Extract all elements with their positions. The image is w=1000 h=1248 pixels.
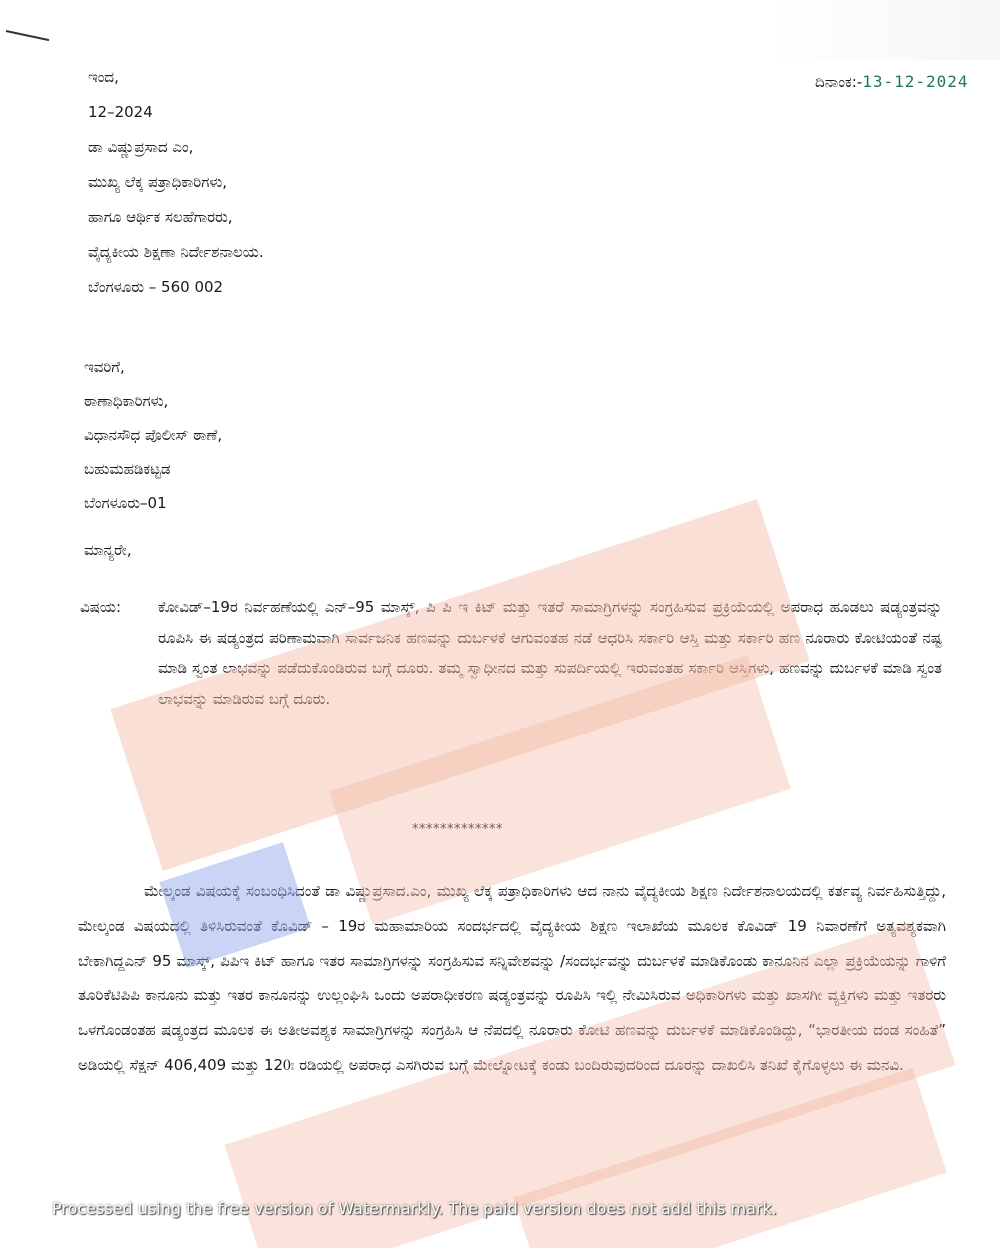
sender-name: ಡಾ ವಿಷ್ಣುಪ್ರಸಾದ ಎಂ, [88,138,194,156]
recipient-title: ಠಾಣಾಧಿಕಾರಿಗಳು, [84,392,169,410]
sender-designation-2: ಹಾಗೂ ಆರ್ಥಿಕ ಸಲಹೆಗಾರರು, [88,208,233,226]
subject-label: ವಿಷಯ: [80,598,121,616]
date-value: 13-12-2024 [862,72,969,91]
body-paragraph: ಮೇಲ್ಕಂಡ ವಿಷಯಕ್ಕೆ ಸಂಬಂಧಿಸಿದಂತೆ ಡಾ ವಿಷ್ಣುಪ್ರಸಾದ.ಎಂ, ಮುಖ್ಯ ಲೆಕ್ಕ ಪತ್ರಾಧಿಕಾರಿಗಳು ಆದ ನಾನು ವೈದ್ಯಕೀಯ ಶಿಕ್ಷಣ ನಿರ್ದೇಶನಾಲಯದಲ್ಲಿ ಕರ್ತವ್ಯ ನಿರ್ವಹಿಸುತ್ತಿದ್ದು, ಮೇಲ್ಕಂಡ ವಿಷಯದಲ್ಲಿ ತಿಳಿಸಿರುವಂತೆ ಕೊವಿಡ್ – 19ರ ಮಹಾಮಾರಿಯ ಸಂದರ್ಭದಲ್ಲಿ ವೈದ್ಯಕೀಯ ಶಿಕ್ಷಣ ಇಲಾಖೆಯ ಮೂಲಕ ಕೊವಿಡ್ 19 ನಿವಾರಣೆಗೆ ಅತ್ಯವಶ್ಯಕವಾಗಿ ಬೇಕಾಗಿದ್ದಎನ್ 95 ಮಾಸ್ಕ್, ಪಿಪಿಇ ಕಿಟ್ ಹಾಗೂ ಇತರ ಸಾಮಾಗ್ರಿಗಳನ್ನು ಸಂಗ್ರಹಿಸುವ ಸನ್ನಿವೇಶವನ್ನು /ಸಂದರ್ಭವನ್ನು ದುರ್ಬಳಕೆ ಮಾಡಿಕೊಂಡು ಕಾನೂನಿನ ಎಲ್ಲಾ ಪ್ರಕ್ರಿಯೆಯನ್ನು ಗಾಳಿಗೆ ತೂರಿಕೆಟಿಪಿಪಿ ಕಾನೂನು ಮತ್ತು ಇತರ ಕಾನೂನನ್ನು ಉಲ್ಲಂಘಿಸಿ ಒಂದು ಅಪರಾಧೀಕರಣ ಷಡ್ಯಂತ್ರವನ್ನು ರೂಪಿಸಿ ಇಲ್ಲಿ ನೇಮಿಸಿರುವ ಅಧಿಕಾರಿಗಳು ಮತ್ತು ಖಾಸಗೀ ವ್ಯಕ್ತಿಗಳು ಮತ್ತು ಇತರರು ಒಳಗೊಂಡಂತಹ ಷಡ್ಯಂತ್ರದ ಮೂಲಕ ಈ ಅತೀಅವಶ್ಯಕ ಸಾಮಾಗ್ರಿಗಳನ್ನು ಸಂಗ್ರಹಿಸಿ ಆ ನೆಪದಲ್ಲಿ ನೂರಾರು ಕೋಟಿ ಹಣವನ್ನು ದುರ್ಬಳಕೆ ಮಾಡಿಕೊಂಡಿದ್ದು, “ಭಾರತೀಯ ದಂಡ ಸಂಹಿತೆ” ಅಡಿಯಲ್ಲಿ ಸೆಕ್ಷನ್ 406,409 ಮತ್ತು 120ಃ ರಡಿಯಲ್ಲಿ ಅಪರಾಧ ಎಸಗಿರುವ ಬಗ್ಗೆ ಮೇಲ್ನೋಟಕ್ಕೆ ಕಂಡು ಬಂದಿರುವುದರಿಂದ ದೂರನ್ನು ದಾಖಲಿಸಿ ತನಿಖೆ ಕೈಗೊಳ್ಳಲು ಈ ಮನವಿ. [78,882,946,1074]
watermark-shape [513,1068,946,1248]
recipient-station: ವಿಧಾನಸೌಧ ಪೊಲೀಸ್ ಠಾಣೆ, [84,426,223,444]
sender-designation: ಮುಖ್ಯ ಲೆಕ್ಕ ಪತ್ರಾಧಿಕಾರಿಗಳು, [88,173,228,191]
to-label: ಇವರಿಗೆ, [84,358,125,376]
recipient-city: ಬೆಂಗಳೂರು–01 [84,494,167,512]
from-label: ಇಂದ, [88,68,119,86]
reference-number: 12–2024 [88,103,153,121]
pen-mark [6,30,49,41]
sender-city: ಬೆಂಗಳೂರು – 560 002 [88,278,224,296]
date-label: ದಿನಾಂಕ:- [815,73,863,91]
sender-block [88,60,264,305]
subject-text: ಕೋವಿಡ್–19ರ ನಿರ್ವಹಣೆಯಲ್ಲಿ ಎನ್–95 ಮಾಸ್ಕ್, ಪಿ ಪಿ ಇ ಕಿಟ್ ಮತ್ತು ಇತರೆ ಸಾಮಾಗ್ರಿಗಳನ್ನು ಸಂಗ್ರಹಿಸುವ ಪ್ರಕ್ರಿಯೆಯಲ್ಲಿ ಅಪರಾಧ ಹೂಡಲು ಷಡ್ಯಂತ್ರವನ್ನು ರೂಪಿಸಿ ಈ ಷಡ್ಯಂತ್ರದ ಪರಿಣಾಮವಾಗಿ ಸಾರ್ವಜನಿಕ ಹಣವನ್ನು ದುರ್ಬಳಕೆ ಆಗುವಂತಹ ನಡೆ ಆಧರಿಸಿ ಸರ್ಕಾರಿ ಆಸ್ತಿ ಮತ್ತು ಸರ್ಕಾರಿ ಹಣ ನೂರಾರು ಕೋಟಿಯಂತೆ ನಷ್ಟ ಮಾಡಿ ಸ್ವಂತ ಲಾಭವನ್ನು ಪಡೆದುಕೊಂಡಿರುವ ಬಗ್ಗೆ ದೂರು. ತಮ್ಮ ಸ್ವಾಧೀನದ ಮತ್ತು ಸುಪರ್ದಿಯಲ್ಲಿ ಇರುವಂತಹ ಸರ್ಕಾರಿ ಆಸ್ತಿಗಳು, ಹಣವನ್ನು ದುರ್ಬಳಕೆ ಮಾಡಿ ಸ್ವಂತ ಲಾಭವನ್ನು ಮಾಡಿರುವ ಬಗ್ಗೆ ದೂರು. [158,598,942,708]
watermark-notice: Processed using the free version of Watermarkly. The paid version does not add this mark. [52,1199,777,1218]
scan-shadow [770,0,1000,60]
date-line [815,72,969,91]
recipient-block [84,350,222,520]
salutation: ಮಾನ್ಯರೇ, [84,541,132,559]
recipient-building: ಬಹುಮಹಡಿಕಟ್ಟಡ [84,460,171,478]
separator: ************* [412,822,503,837]
sender-department: ವೈದ್ಯಕೀಯ ಶಿಕ್ಷಣಾ ನಿರ್ದೇಶನಾಲಯ. [88,243,264,261]
